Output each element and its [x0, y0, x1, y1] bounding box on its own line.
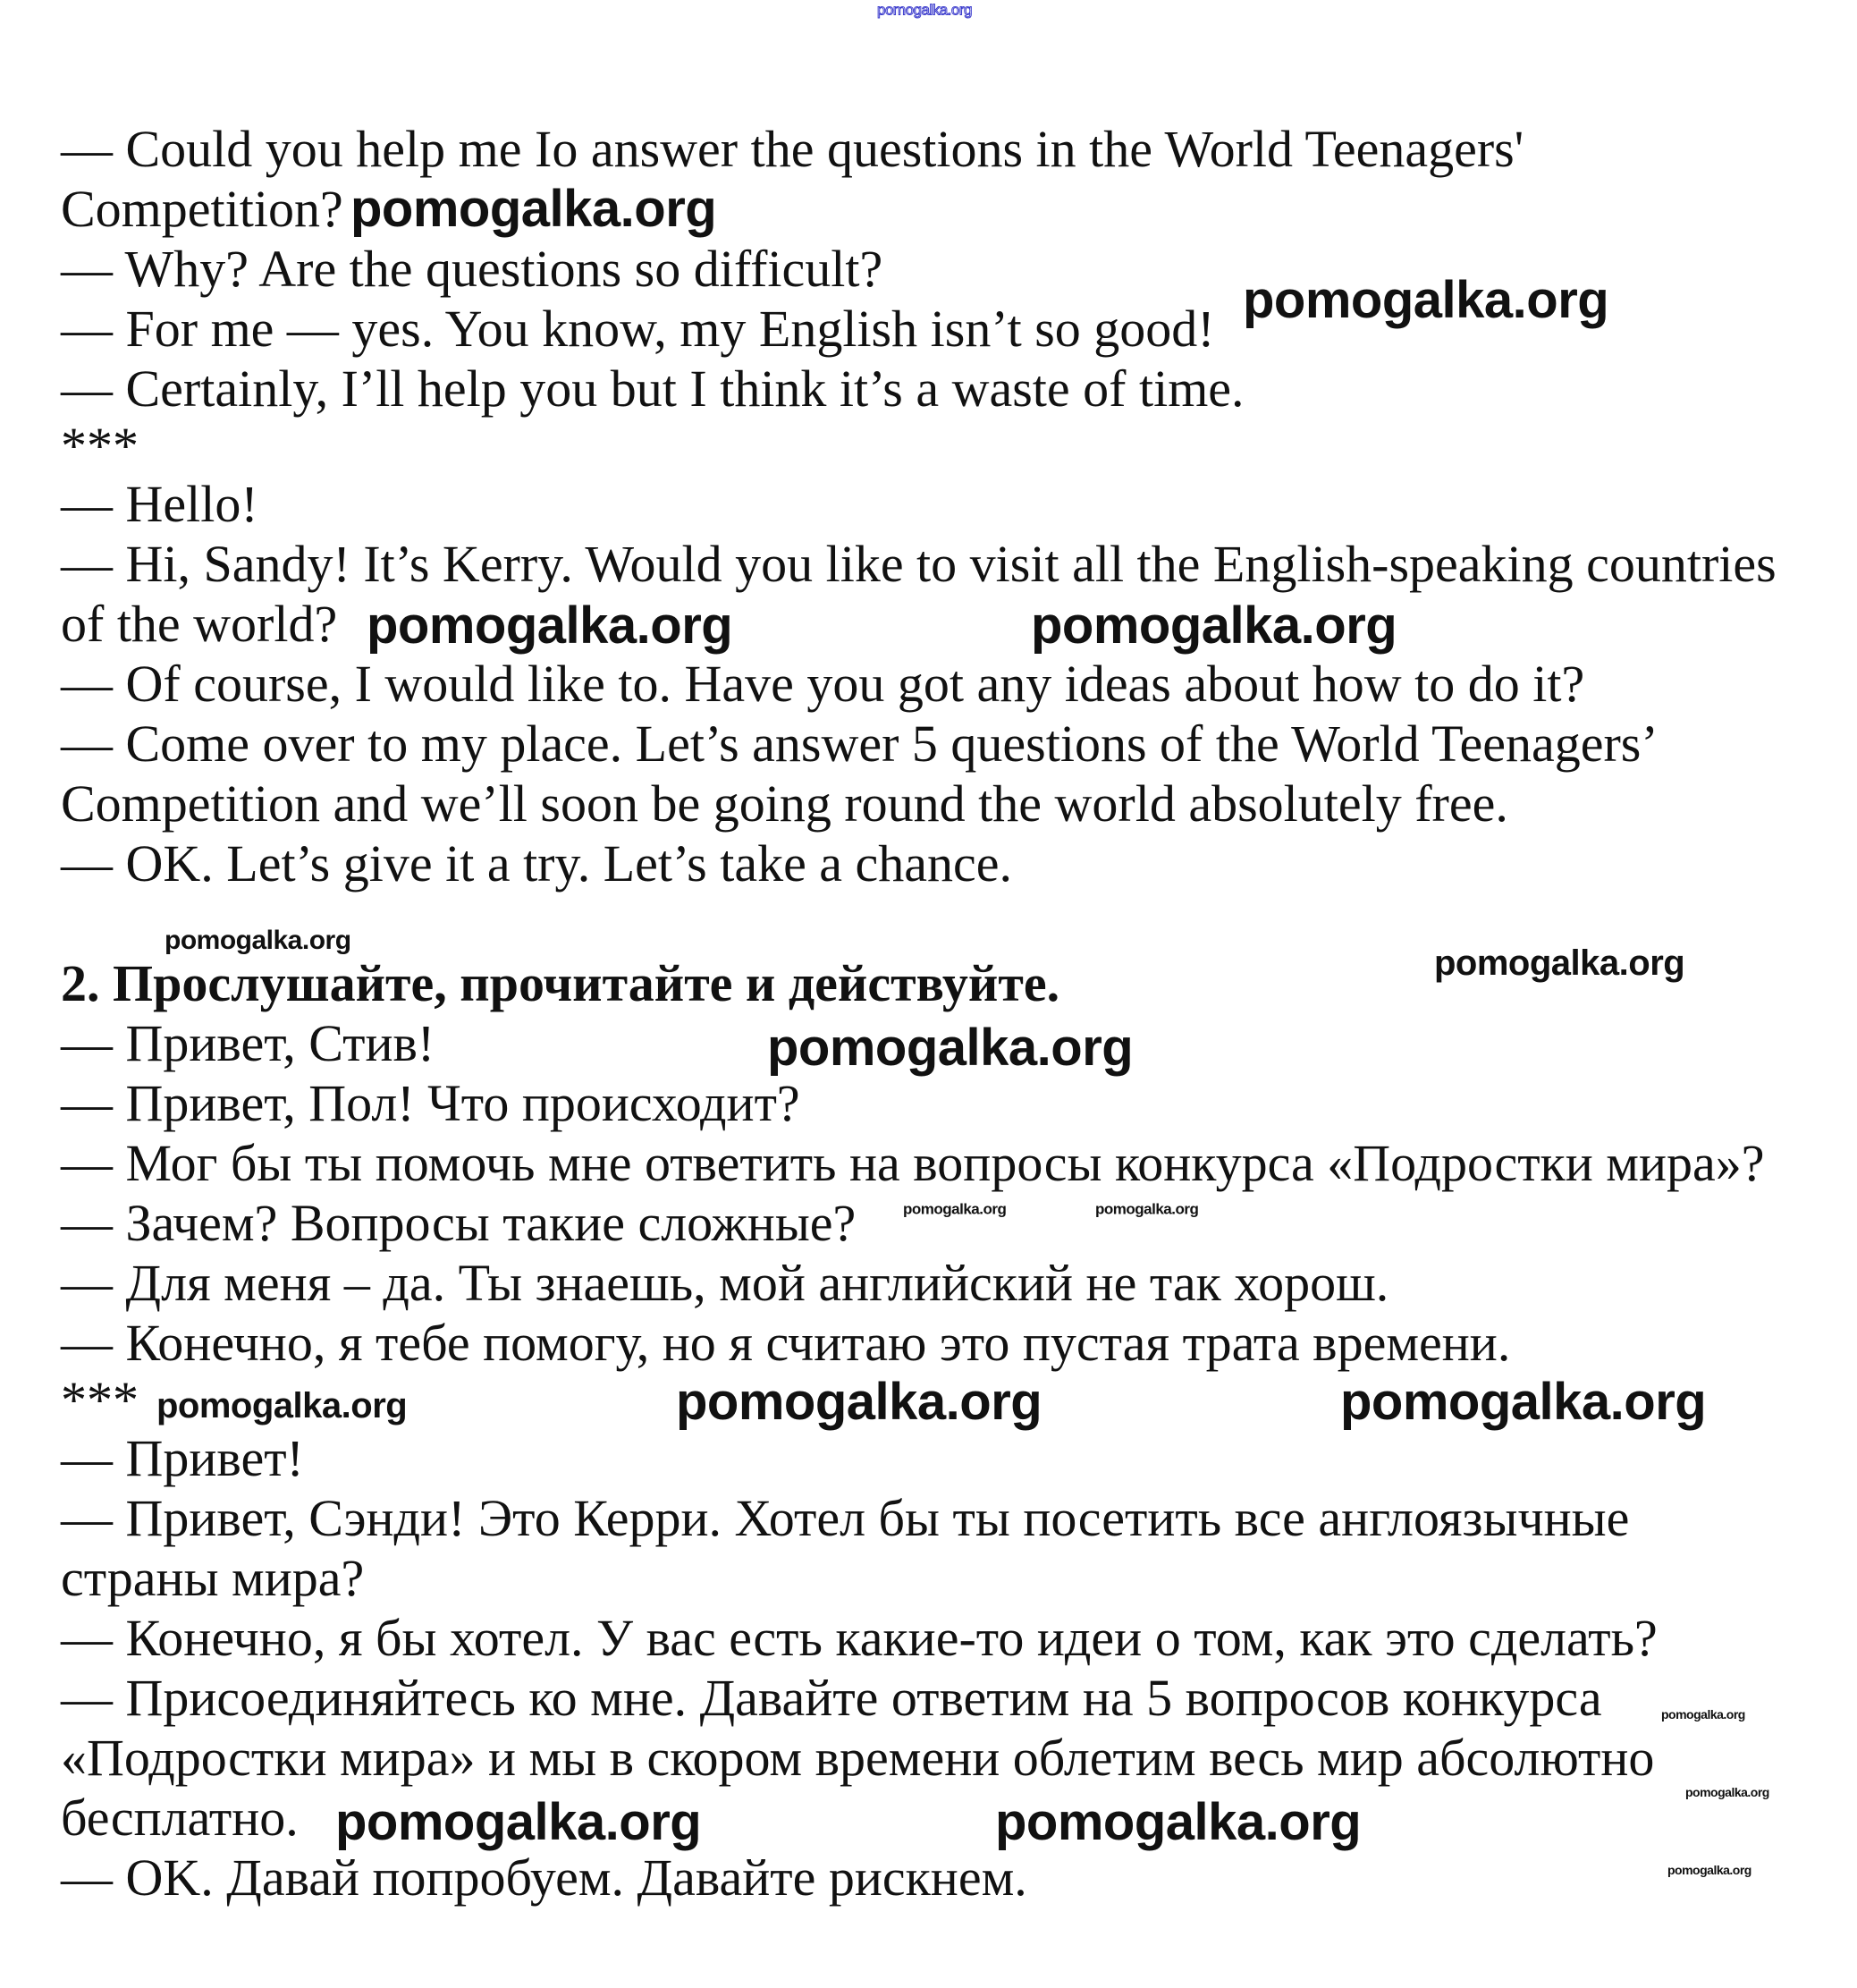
watermark: pomogalka.org	[1685, 1785, 1769, 1799]
exercise-heading: 2. Прослушайте, прочитайте и действуйте.	[61, 954, 1060, 1012]
dialogue-line: — Конечно, я бы хотел. У вас есть какие-то идеи о том, как это сделать?	[61, 1609, 1658, 1667]
dialogue-line: — Привет, Сэнди! Это Керри. Хотел бы ты посетить все англоязычные	[61, 1489, 1630, 1547]
dialogue-line: — For me — yes. You know, my English isn’t so good!	[61, 300, 1215, 358]
watermark: pomogalka.org	[1667, 1863, 1751, 1877]
dialogue-line: — Why? Are the questions so difficult?	[61, 240, 883, 298]
dialogue-line: — Hi, Sandy! It’s Kerry. Would you like to visit all the English-speaking countries	[61, 535, 1777, 593]
watermark: pomogalka.org	[676, 1373, 1042, 1431]
dialogue-line: of the world?	[61, 595, 338, 653]
dialogue-line: — Привет, Пол! Что происходит?	[61, 1074, 800, 1132]
section-separator: ***	[61, 1371, 139, 1429]
dialogue-line: — Конечно, я тебе помогу, но я считаю это пустая трата времени.	[61, 1314, 1511, 1372]
dialogue-line: — Hello!	[61, 475, 258, 533]
dialogue-line: — Для меня – да. Ты знаешь, мой английский не так хорош.	[61, 1254, 1389, 1312]
watermark: pomogalka.org	[350, 180, 717, 238]
watermark: pomogalka.org	[1434, 943, 1685, 983]
dialogue-line: Competition and we’ll soon be going round the world absolutely free.	[61, 774, 1508, 833]
watermark: pomogalka.org	[1031, 596, 1397, 655]
dialogue-line: — OK. Давай попробуем. Давайте рискнем.	[61, 1848, 1027, 1907]
watermark: pomogalka.org	[367, 596, 733, 655]
watermark: pomogalka.org	[903, 1200, 1007, 1218]
watermark: pomogalka.org	[165, 926, 351, 955]
dialogue-line: — Зачем? Вопросы такие сложные?	[61, 1194, 857, 1252]
dialogue-line: бесплатно.	[61, 1789, 299, 1847]
dialogue-line: «Подростки мира» и мы в скором времени облетим весь мир абсолютно	[61, 1729, 1655, 1787]
watermark: pomogalka.org	[1095, 1200, 1199, 1218]
dialogue-line: — Could you help me Io answer the questions in the World Teenagers'	[61, 120, 1524, 178]
document-body	[61, 119, 1840, 1908]
dialogue-line: — Of course, I would like to. Have you got any ideas about how to do it?	[61, 655, 1585, 713]
watermark: pomogalka.org	[156, 1386, 408, 1425]
watermark: pomogalka.org	[335, 1793, 702, 1851]
dialogue-line: — Присоединяйтесь ко мне. Давайте ответим на 5 вопросов конкурса	[61, 1669, 1602, 1727]
watermark: pomogalka.org	[1661, 1707, 1745, 1722]
watermark: pomogalka.org	[995, 1793, 1362, 1851]
dialogue-line: — Привет, Стив!	[61, 1014, 435, 1072]
dialogue-line: страны мира?	[61, 1549, 365, 1607]
dialogue-line: — OK. Let’s give it a try. Let’s take a chance.	[61, 834, 1013, 892]
dialogue-line: — Certainly, I’ll help you but I think it’s a waste of time.	[61, 360, 1245, 418]
dialogue-line: Competition?	[61, 180, 343, 238]
watermark: pomogalka.org	[1340, 1373, 1707, 1431]
dialogue-line: — Мог бы ты помочь мне ответить на вопросы конкурса «Подростки мира»?	[61, 1134, 1765, 1192]
dialogue-line: — Come over to my place. Let’s answer 5 questions of the World Teenagers’	[61, 715, 1659, 773]
section-separator: ***	[61, 417, 139, 475]
watermark: pomogalka.org	[1243, 271, 1609, 329]
dialogue-line: — Привет!	[61, 1429, 304, 1487]
watermark: pomogalka.org	[767, 1019, 1134, 1077]
watermark-top: pomogalka.org	[877, 1, 972, 19]
